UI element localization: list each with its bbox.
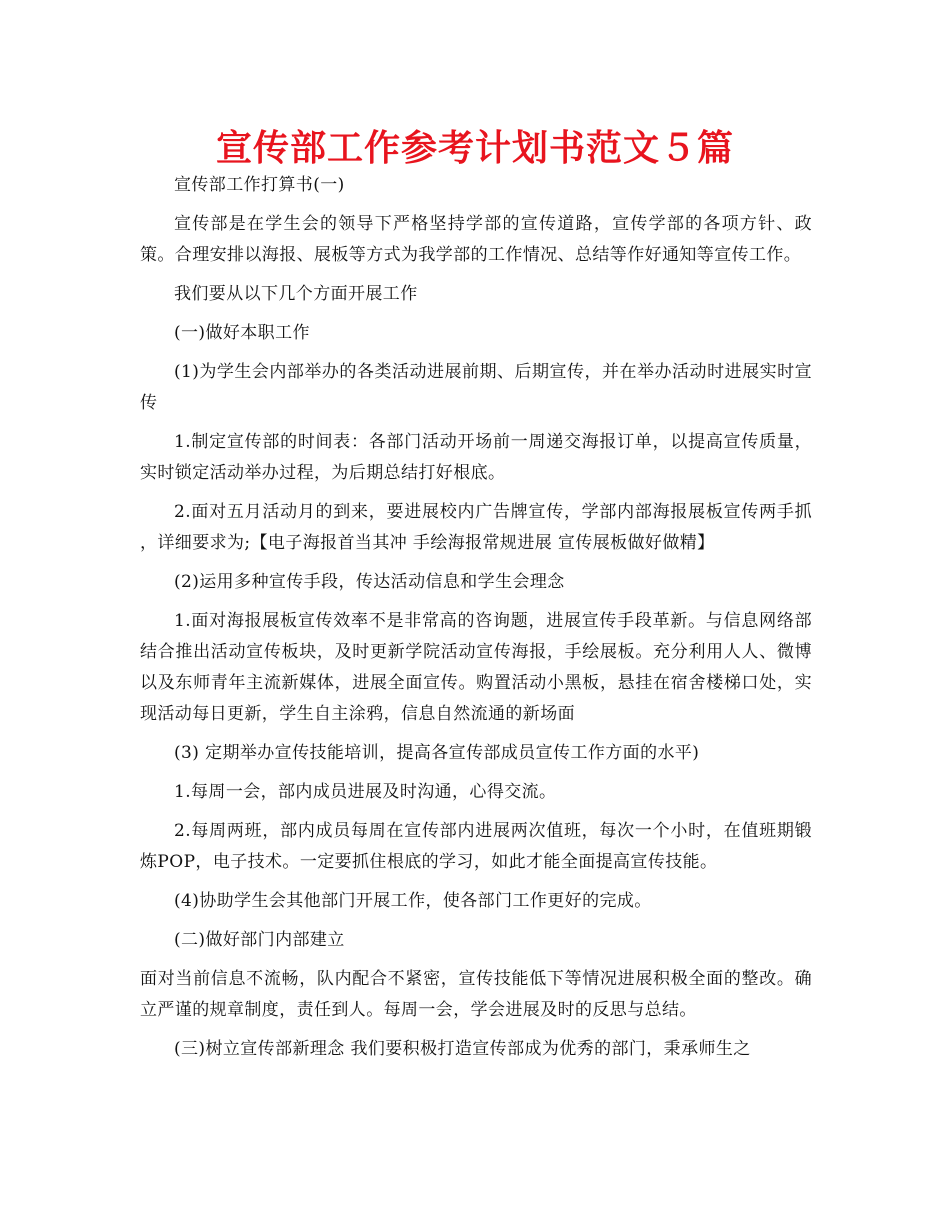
paragraph: 宣传部工作打算书(一) [174, 175, 345, 195]
paragraph: (4)协助学生会其他部门开展工作，使各部门工作更好的完成。 [174, 891, 652, 911]
paragraph: 2.面对五月活动月的到来，要进展校内广告牌宣传，学部内部海报展板宣传两手抓 ，详细要求为;【电子海报首当其冲 手绘海报常规进展 宣传展板做好做精】 [140, 502, 812, 553]
paragraph: (三)树立宣传部新理念 我们要积极打造宣传部成为优秀的部门，秉承师生之 [174, 1039, 751, 1059]
paragraph: (二)做好部门内部建立 [174, 930, 345, 950]
paragraph: (3) 定期举办宣传技能培训，提高各宣传部成员宣传工作方面的水平) [174, 743, 700, 763]
paragraph: (2)运用多种宣传手段，传达活动信息和学生会理念 [174, 572, 565, 592]
document-title: 宣传部工作参考计划书范文５篇 [215, 128, 734, 169]
paragraph: (1)为学生会内部举办的各类活动进展前期、后期宣传，并在举办活动时进展实时宣传 [140, 362, 812, 413]
paragraph: 1.每周一会，部内成员进展及时沟通，心得交流。 [174, 782, 557, 802]
paragraph: 1.制定宣传部的时间表：各部门活动开场前一周递交海报订单，以提高宣传质量，实时锁定活动举办过程，为后期总结打好根底。 [140, 432, 812, 483]
paragraph: 我们要从以下几个方面开展工作 [174, 284, 418, 304]
document-body [140, 170, 812, 1073]
paragraph: 面对当前信息不流畅，队内配合不紧密，宣传技能低下等情况进展积极全面的整改。确立严谨的规章制度，责任到人。每周一会，学会进展及时的反思与总结。 [140, 969, 812, 1020]
paragraph: 1.面对海报展板宣传效率不是非常高的咨询题，进展宣传手段革新。与信息网络部结合推出活动宣传板块，及时更新学院活动宣传海报，手绘展板。充分利用人人、微博以及东师青年主流新媒体，进展全面宣传。购置活动小黑板，悬挂在宿舍楼梯口处，实现活动每日更新，学生自主涂鸦，信息自然流通的新场面 [140, 611, 812, 724]
paragraph: (一)做好本职工作 [174, 323, 310, 343]
paragraph: 宣传部是在学生会的领导下严格坚持学部的宣传道路，宣传学部的各项方针、政策。合理安排以海报、展板等方式为我学部的工作情况、总结等作好通知等宣传工作。 [140, 214, 812, 265]
paragraph: 2.每周两班，部内成员每周在宣传部内进展两次值班，每次一个小时，在值班期锻炼POP，电子技术。一定要抓住根底的学习，如此才能全面提高宣传技能。 [140, 821, 812, 872]
